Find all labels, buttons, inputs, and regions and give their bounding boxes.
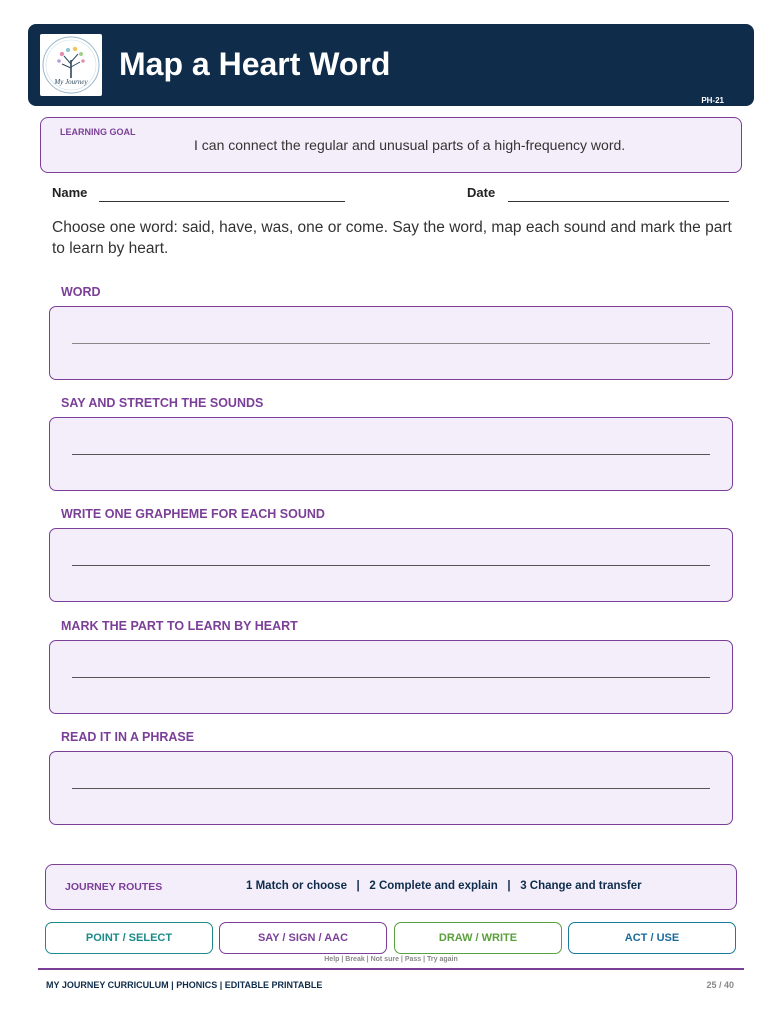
page-title: Map a Heart Word: [119, 46, 391, 82]
writing-line: [72, 343, 710, 344]
name-field[interactable]: [99, 201, 345, 202]
journey-routes-text: 1 Match or choose | 2 Complete and explain | 3 Change and transfer: [246, 880, 642, 892]
section-label-sounds: SAY AND STRETCH THE SOUNDS: [61, 396, 264, 410]
writing-line: [72, 677, 710, 678]
learning-goal-label: LEARNING GOAL: [60, 127, 136, 137]
curriculum-logo: [40, 34, 102, 96]
writing-line: [72, 454, 710, 455]
section-label-phrase: READ IT IN A PHRASE: [61, 730, 195, 744]
date-field[interactable]: [508, 201, 729, 202]
writing-line: [72, 788, 710, 789]
instructions: Choose one word: said, have, was, one or come. Say the word, map each sound and mark the part to learn by heart.: [52, 219, 732, 257]
footer-curriculum-text: MY JOURNEY CURRICULUM | PHONICS | EDITABLE PRINTABLE: [46, 980, 323, 990]
answer-box-phrase[interactable]: [49, 751, 733, 825]
section-label-graphemes: WRITE ONE GRAPHEME FOR EACH SOUND: [61, 507, 325, 521]
writing-line: [72, 565, 710, 566]
footer-divider: [38, 968, 744, 970]
say-sign-aac-button[interactable]: SAY / SIGN / AAC: [219, 922, 387, 954]
journey-routes-label: JOURNEY ROUTES: [65, 881, 163, 893]
section-label-word: WORD: [61, 285, 101, 299]
answer-box-heart-part[interactable]: [49, 640, 733, 714]
help-options-text: Help | Break | Not sure | Pass | Try again: [324, 956, 458, 963]
logo-lettering: My Journey: [54, 78, 88, 86]
date-label: Date: [467, 185, 496, 200]
draw-write-button[interactable]: DRAW / WRITE: [394, 922, 562, 954]
name-label: Name: [52, 185, 88, 200]
page-number: 25 / 40: [706, 980, 734, 990]
learning-goal-panel: [40, 117, 742, 173]
header-banner: [28, 24, 754, 106]
act-use-button[interactable]: ACT / USE: [568, 922, 736, 954]
answer-box-graphemes[interactable]: [49, 528, 733, 602]
answer-box-word[interactable]: [49, 306, 733, 380]
learning-goal-text: I can connect the regular and unusual parts of a high-frequency word.: [194, 137, 626, 153]
section-label-heart-part: MARK THE PART TO LEARN BY HEART: [61, 619, 298, 633]
point-select-button[interactable]: POINT / SELECT: [45, 922, 213, 954]
answer-box-sounds[interactable]: [49, 417, 733, 491]
worksheet-code: PH-21: [701, 96, 724, 105]
journey-routes-panel: [45, 864, 737, 910]
